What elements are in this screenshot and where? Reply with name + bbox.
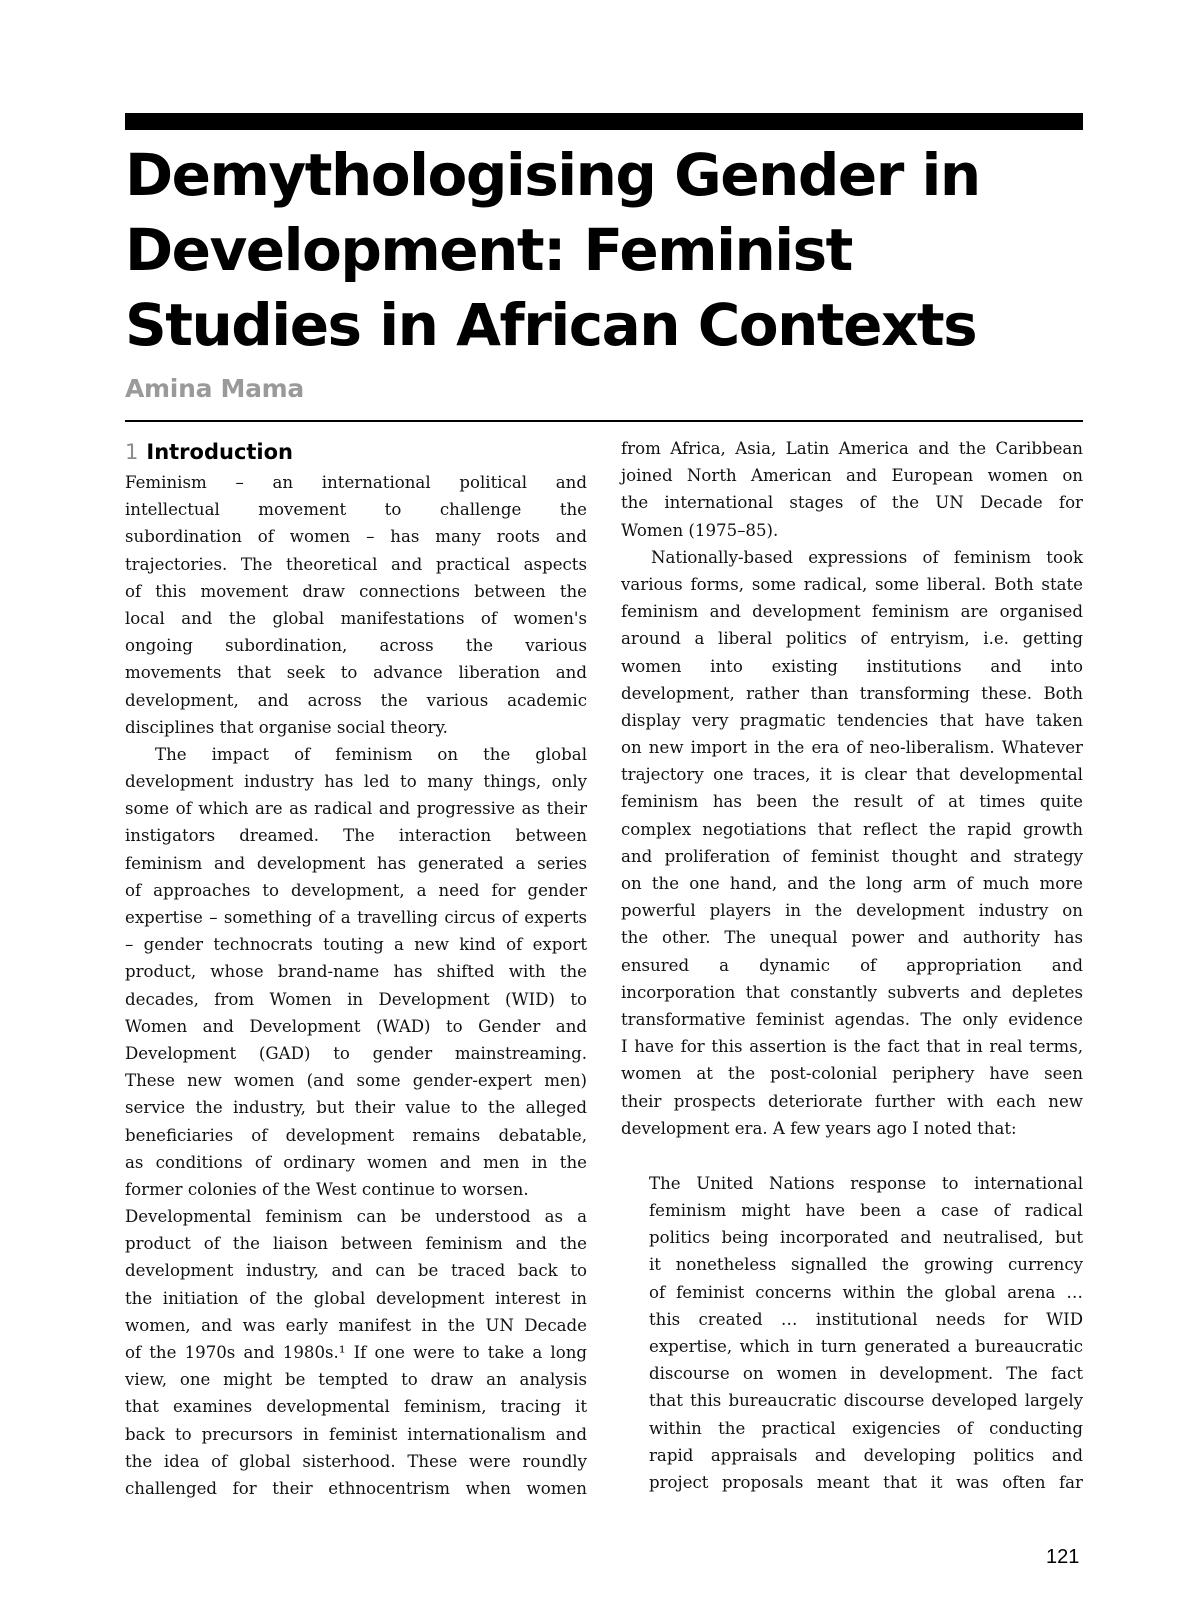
title-line: Studies in African Contexts (125, 291, 977, 359)
text-line: on the one hand, and the long arm of much more (621, 874, 1083, 893)
text-line: trajectory one traces, it is clear that developmental (621, 765, 1083, 785)
text-line: Feminism – an international political and (125, 473, 587, 492)
text-line: of approaches to development, a need for gender (125, 880, 587, 900)
text-line: instigators dreamed. The interaction between (125, 826, 587, 846)
text-line: The United Nations response to international (649, 1173, 1083, 1193)
right-column (621, 435, 1083, 1496)
text-line: development era. A few years ago I noted that: (621, 1118, 1017, 1138)
text-line: display very pragmatic tendencies that have taken (621, 710, 1083, 730)
block-quote (621, 1170, 1083, 1496)
text-line: Development (GAD) to gender mainstreaming. (125, 1043, 587, 1063)
text-line: discourse on women in development. The fact (649, 1364, 1083, 1384)
section-number: 1 (125, 440, 139, 464)
text-line: powerful players in the development industry on (621, 901, 1083, 921)
text-line: on new import in the era of neo-liberalism. Whatever (621, 738, 1083, 758)
text-line: from Africa, Asia, Latin America and the Caribbean (621, 439, 1083, 458)
text-line: transformative feminist agendas. The only evidence (621, 1009, 1083, 1029)
text-line: movements that seek to advance liberation and (125, 663, 587, 683)
text-line: it nonetheless signalled the growing currency (649, 1255, 1083, 1275)
text-line: feminism and development has generated a series (125, 853, 587, 873)
page-number: 121 (1046, 1546, 1080, 1568)
text-line: trajectories. The theoretical and practical aspects (125, 554, 587, 574)
text-line: the international stages of the UN Decade for (621, 493, 1083, 513)
text-line: former colonies of the West continue to worsen. (125, 1179, 529, 1199)
text-line: some of which are as radical and progressive as their (125, 799, 587, 819)
text-line: the idea of global sisterhood. These were roundly (125, 1451, 587, 1471)
text-line: complex negotiations that reflect the rapid growth (621, 819, 1083, 839)
text-line: women into existing institutions and into (621, 656, 1083, 676)
author-name: Amina Mama (125, 374, 305, 403)
text-line: subordination of women – has many roots and (125, 527, 587, 547)
text-line: of this movement draw connections between the (125, 581, 587, 601)
text-line: ensured a dynamic of appropriation and (621, 955, 1083, 975)
text-line: of the 1970s and 1980s.¹ If one were to take a long (125, 1343, 587, 1362)
text-line: the initiation of the global development interest in (125, 1288, 587, 1308)
text-line: These new women (and some gender-expert men) (125, 1071, 587, 1091)
text-line: development industry has led to many things, only (125, 772, 587, 792)
text-line: product of the liaison between feminism and the (125, 1234, 587, 1254)
text-line: The impact of feminism on the global (155, 744, 587, 764)
text-line: local and the global manifestations of women's (125, 608, 587, 628)
title-line: Demythologising Gender in (125, 141, 980, 209)
text-line: Women (1975–85). (621, 520, 779, 540)
text-line: that examines developmental feminism, tracing it (125, 1397, 587, 1417)
text-line: I have for this assertion is the fact that in real terms, (621, 1037, 1083, 1057)
author-divider (125, 420, 1083, 422)
text-line: their prospects deteriorate further with each new (621, 1091, 1083, 1111)
header-rule (125, 113, 1083, 130)
text-line: project proposals meant that it was often far (649, 1472, 1083, 1492)
text-line: around a liberal politics of entryism, i.e. getting (621, 629, 1083, 649)
text-line: service the industry, but their value to the alleged (125, 1098, 587, 1118)
text-line: of feminist concerns within the global arena … (649, 1282, 1083, 1302)
text-line: intellectual movement to challenge the (125, 500, 587, 520)
text-line: Developmental feminism can be understood as a (125, 1207, 587, 1227)
article-title (125, 138, 1085, 363)
left-column (125, 435, 587, 1502)
text-line: Nationally-based expressions of feminism took (651, 547, 1083, 567)
section-heading (125, 435, 587, 469)
text-line: decades, from Women in Development (WID) to (125, 989, 587, 1009)
text-line: ongoing subordination, across the various (125, 636, 587, 656)
text-line: challenged for their ethnocentrism when women (125, 1478, 587, 1498)
text-line: within the practical exigencies of conducting (649, 1418, 1083, 1438)
text-line: beneficiaries of development remains debatable, (125, 1125, 587, 1145)
text-line: women, and was early manifest in the UN Decade (125, 1315, 587, 1335)
text-line: product, whose brand-name has shifted with the (125, 962, 587, 982)
text-line: feminism might have been a case of radical (649, 1201, 1083, 1221)
text-line: disciplines that organise social theory. (125, 717, 448, 737)
text-line: joined North American and European women on (621, 466, 1083, 486)
text-line: development, and across the various academic (125, 690, 587, 710)
right-column-text (621, 435, 1083, 1142)
text-line: Women and Development (WAD) to Gender and (125, 1016, 587, 1036)
text-line: politics being incorporated and neutralised, but (649, 1228, 1083, 1248)
text-line: the other. The unequal power and authority has (621, 928, 1083, 948)
text-line: as conditions of ordinary women and men in the (125, 1152, 587, 1172)
text-line: development industry, and can be traced back to (125, 1261, 587, 1281)
text-line: view, one might be tempted to draw an analysis (125, 1370, 587, 1390)
text-line: expertise – something of a travelling circus of experts (125, 908, 587, 927)
text-line: various forms, some radical, some liberal. Both state (621, 574, 1083, 594)
text-line: incorporation that constantly subverts and depletes (621, 982, 1083, 1002)
text-line: that this bureaucratic discourse developed largely (649, 1391, 1083, 1411)
text-line: development, rather than transforming these. Both (621, 683, 1083, 703)
text-line: feminism has been the result of at times quite (621, 792, 1083, 812)
text-line: this created … institutional needs for WID (649, 1309, 1083, 1329)
text-line: women at the post-colonial periphery have seen (621, 1064, 1083, 1084)
text-line: back to precursors in feminist internationalism and (125, 1424, 587, 1444)
text-line: and proliferation of feminist thought and strategy (621, 846, 1083, 866)
text-line: – gender technocrats touting a new kind of export (125, 935, 587, 955)
text-line: rapid appraisals and developing politics and (649, 1445, 1083, 1465)
left-column-text (125, 469, 587, 1502)
text-line: feminism and development feminism are organised (621, 602, 1083, 622)
text-line: expertise, which in turn generated a bureaucratic (649, 1337, 1083, 1356)
title-line: Development: Feminist (125, 216, 852, 284)
section-title: Introduction (146, 440, 294, 464)
